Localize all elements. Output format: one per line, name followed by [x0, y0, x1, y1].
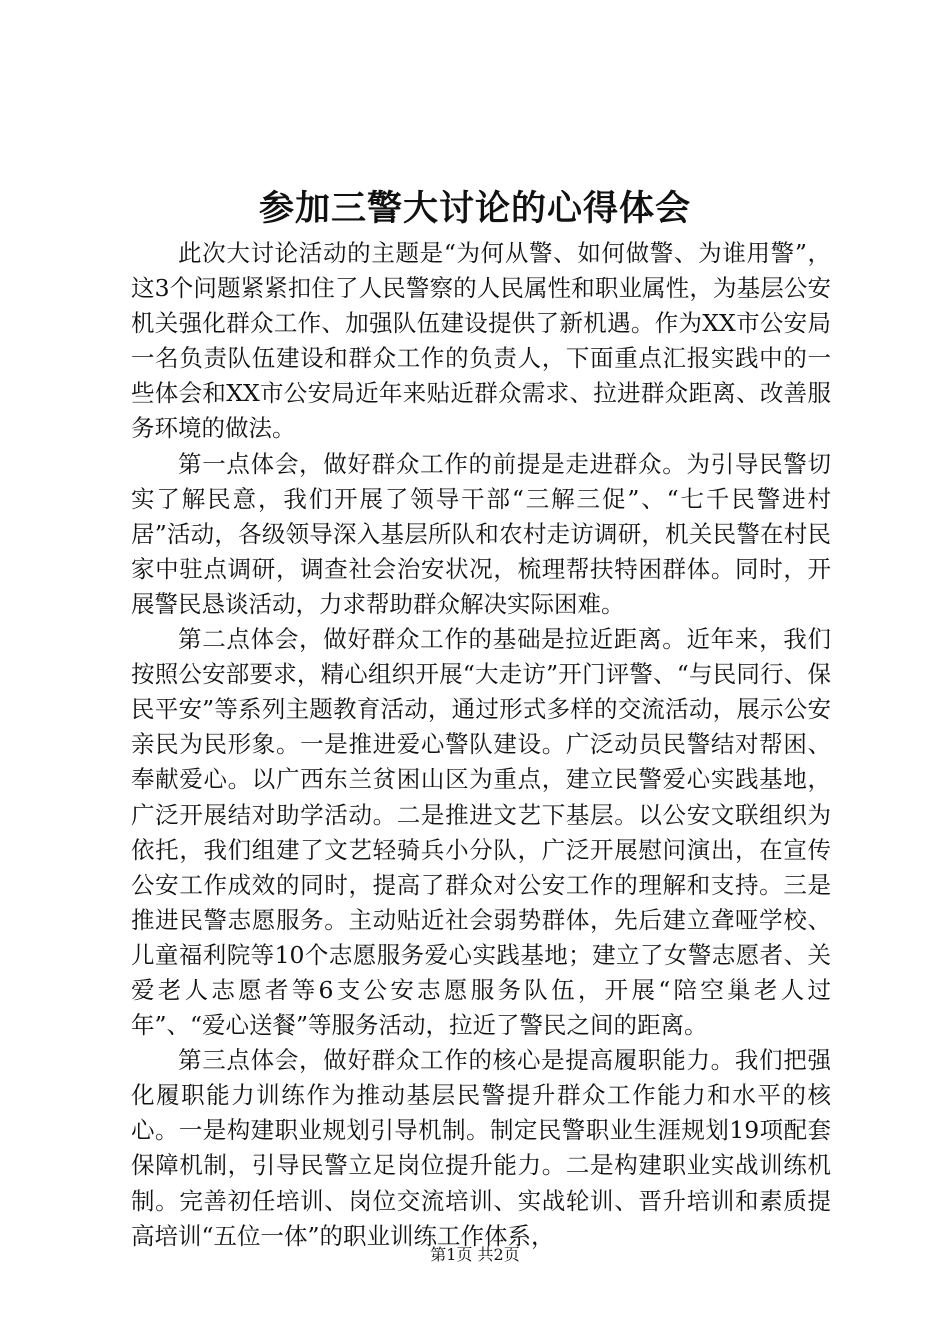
document-body: [131, 236, 831, 1254]
page-number-footer: 第1页 共2页: [430, 1245, 520, 1264]
paragraph-point-three: 第三点体会，做好群众工作的核心是提高履职能力。我们把强化履职能力训练作为推动基层民警提升群众工作能力和水平的核心。一是构建职业规划引导机制。制定民警职业生涯规划19项配套保障机制，引导民警立足岗位提升能力。二是构建职业实战训练机制。完善初任培训、岗位交流培训、实战轮训、晋升培训和素质提高培训“五位一体”的职业训练工作体系，: [131, 1046, 831, 1250]
paragraph-point-one: 第一点体会，做好群众工作的前提是走进群众。为引导民警切实了解民意，我们开展了领导干部“三解三促”、“七千民警进村居”活动，各级领导深入基层所队和农村走访调研，机关民警在村民家中驻点调研，调查社会治安状况，梳理帮扶特困群体。同时，开展警民恳谈活动，力求帮助群众解决实际困难。: [131, 449, 831, 618]
document-title: 参加三警大讨论的心得体会: [258, 188, 691, 229]
paragraph-point-two: 第二点体会，做好群众工作的基础是拉近距离。近年来，我们按照公安部要求，精心组织开展“大走访”开门评警、“与民同行、保民平安”等系列主题教育活动，通过形式多样的交流活动，展示公安亲民为民形象。一是推进爱心警队建设。广泛动员民警结对帮困、奉献爱心。以广西东兰贫困山区为重点，建立民警爱心实践基地，广泛开展结对助学活动。二是推进文艺下基层。以公安文联组织为依托，我们组建了文艺轻骑兵小分队，广泛开展慰问演出，在宣传公安工作成效的同时，提高了群众对公安工作的理解和支持。三是推进民警志愿服务。主动贴近社会弱势群体，先后建立聋哑学校、儿童福利院等10个志愿服务爱心实践基地；建立了女警志愿者、关爱老人志愿者等6支公安志愿服务队伍，开展“陪空巢老人过年”、“爱心送餐”等服务活动，拉近了警民之间的距离。: [131, 625, 831, 1040]
paragraph-intro: 此次大讨论活动的主题是“为何从警、如何做警、为谁用警”，这3个问题紧紧扣住了人民警察的人民属性和职业属性，为基层公安机关强化群众工作、加强队伍建设提供了新机遇。作为XX市公安局一名负责队伍建设和群众工作的负责人，下面重点汇报实践中的一些体会和XX市公安局近年来贴近群众需求、拉进群众距离、改善服务环境的做法。: [131, 239, 831, 443]
